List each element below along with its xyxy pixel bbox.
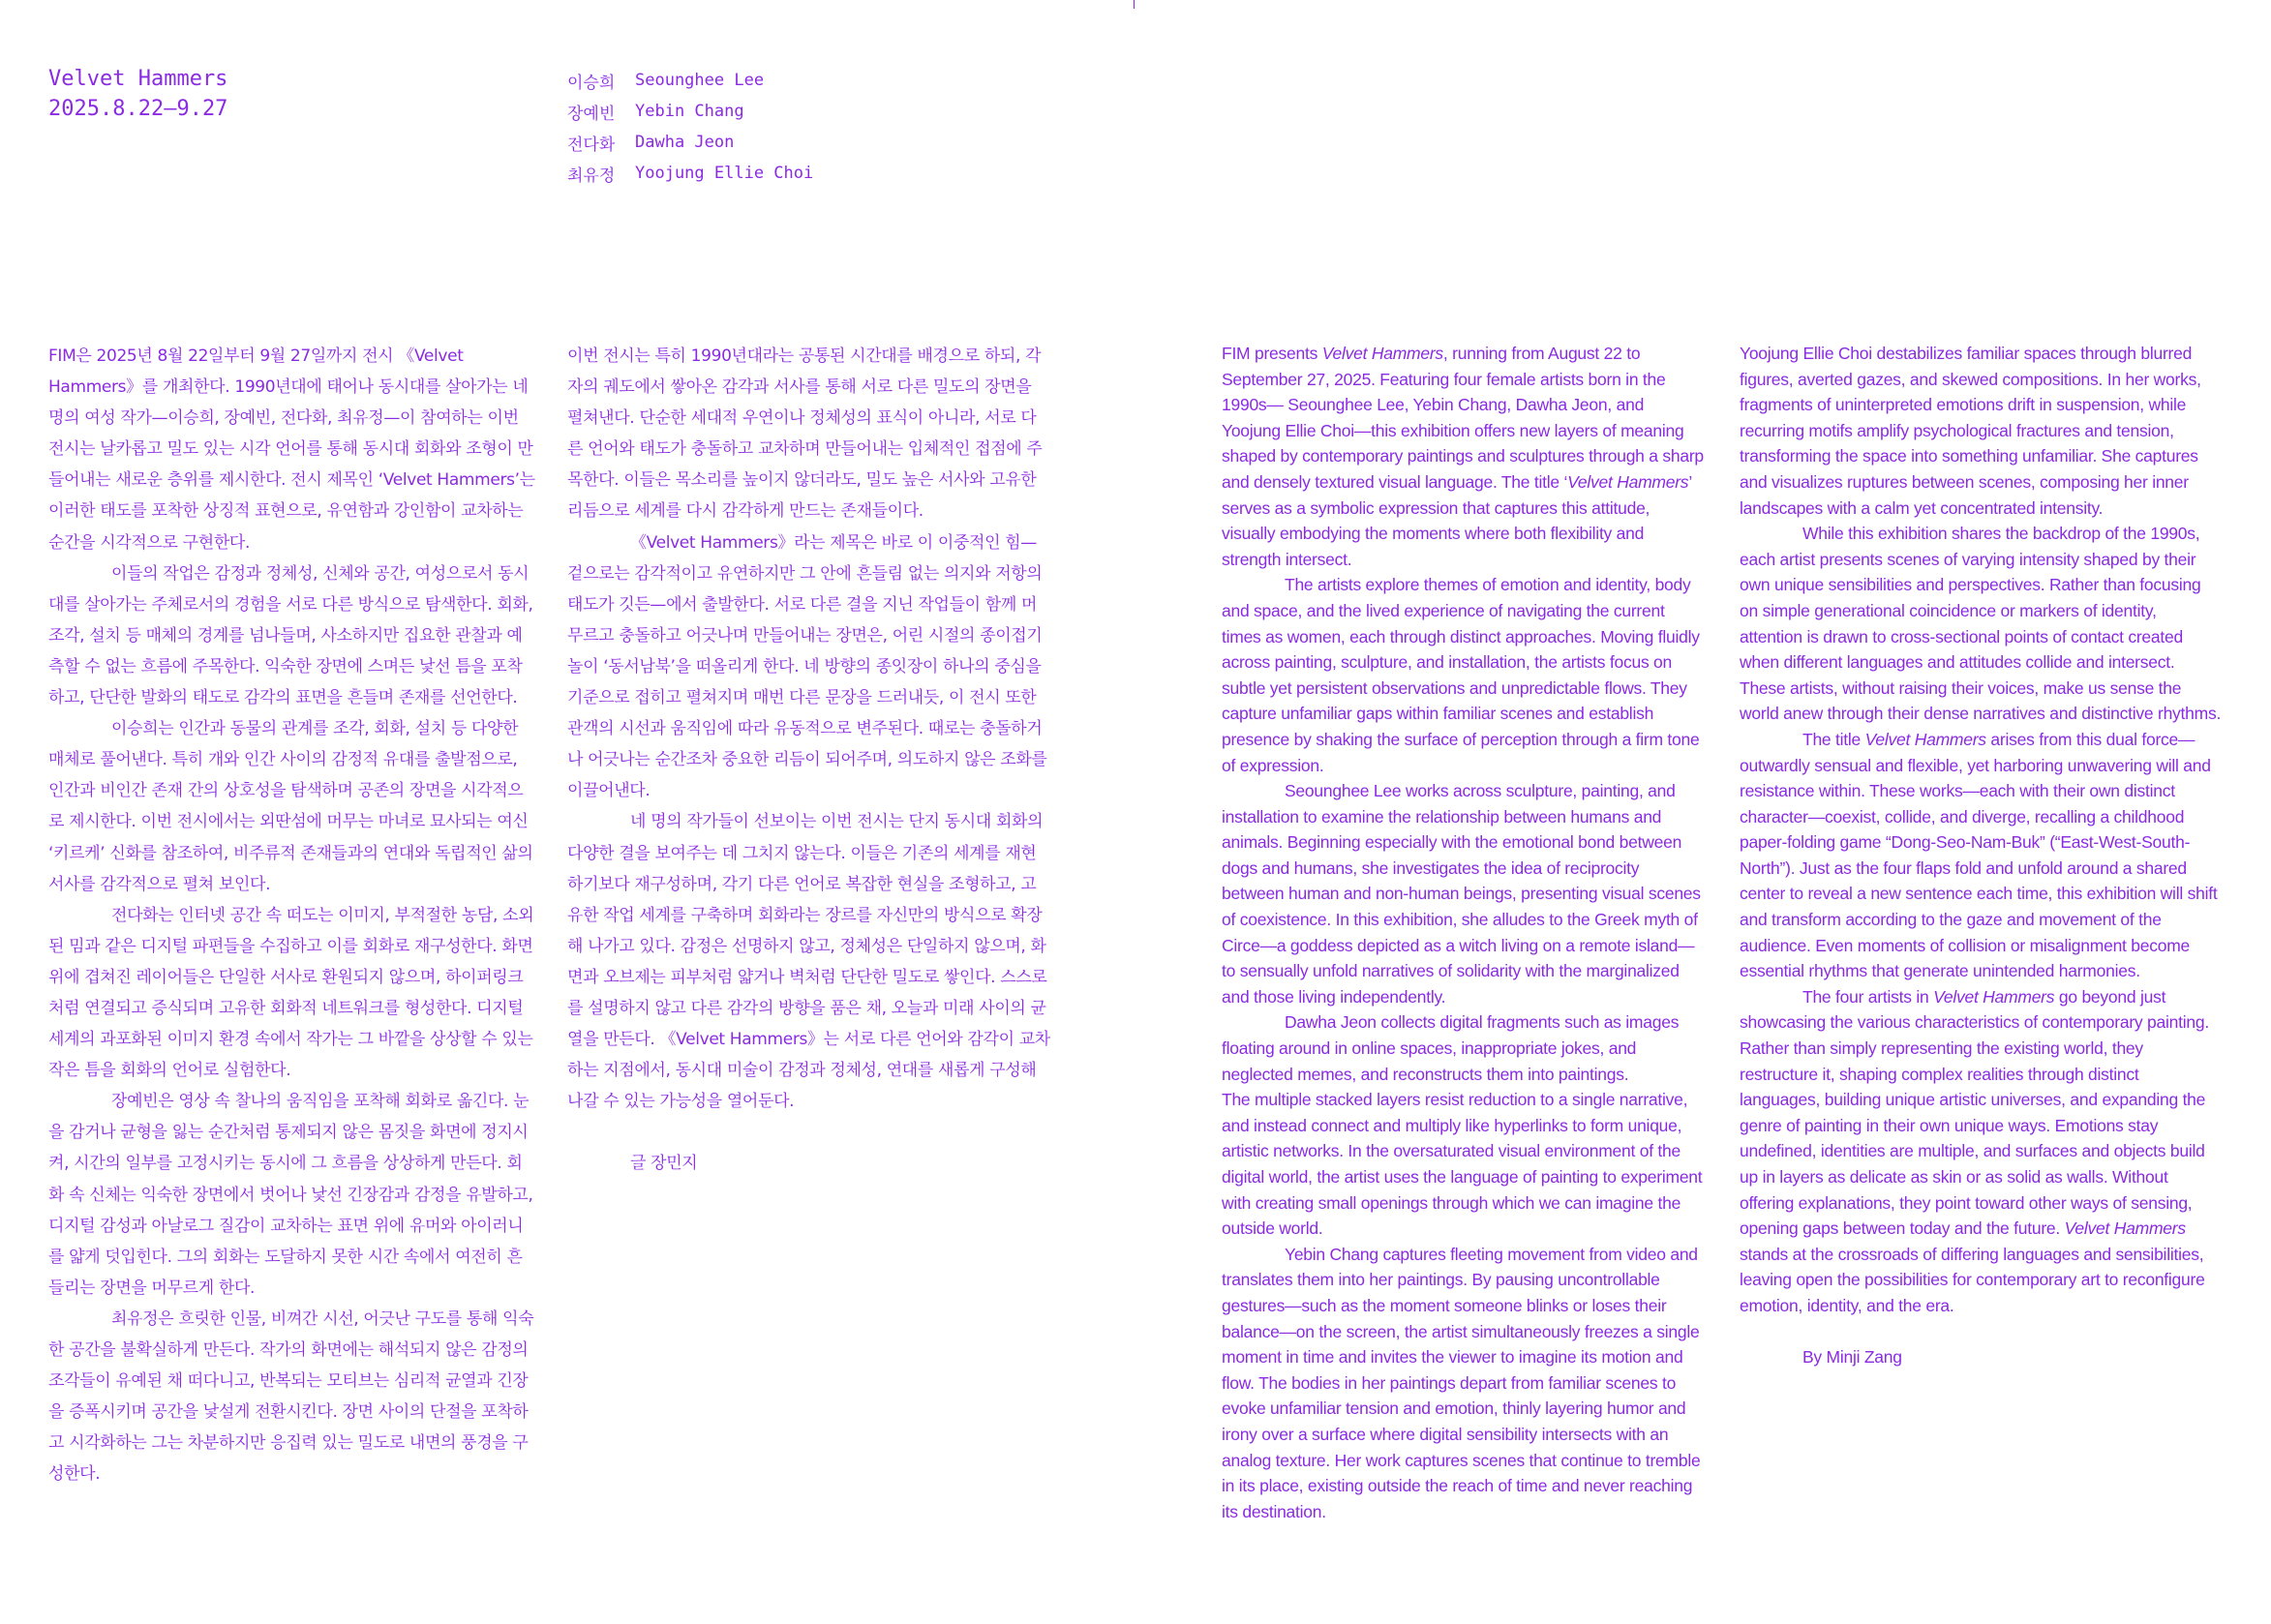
korean-paragraph: 이들의 작업은 감정과 정체성, 신체와 공간, 여성으로서 동시대를 살아가는 주체로서의 경험을 서로 다른 방식으로 탐색한다. 회화, 조각, 설치 등 매체의 경계를 넘나들며, 사소하지만 집요한 관찰과 예측할 수 없는 흐름에 주목한다. 익숙한 장면에 스며든 낯선 틈을 포착하고, 단단한 발화의 태도로 감각의 표면을 흔들며 존재를 선언한다. [48,563,533,708]
english-paragraph [1740,727,2224,984]
korean-paragraph: 네 명의 작가들이 선보이는 이번 전시는 단지 동시대 회화의 다양한 결을 보여주는 데 그치지 않는다. 이들은 기존의 세계를 재현하기보다 재구성하며, 각기 다른 언어로 복잡한 현실을 조형하고, 고유한 작업 세계를 구축하며 회화라는 장르를 자신만의 방식으로 확장해 나가고 있다. 감정은 선명하지 않고, 정체성은 단일하지 않으며, 화면과 오브제는 피부처럼 얇거나 벽처럼 단단한 밀도로 쌓인다. 스스로를 설명하지 않고 다른 감각의 방향을 품은 채, 오늘과 미래 사이의 균열을 만든다. 《Velvet Hammers》는 서로 다른 언어와 감각이 교차하는 지점에서, 동시대 미술이 감정과 정체성, 연대를 새롭게 구성해 나갈 수 있는 가능성을 열어둔다. [567,812,1050,1112]
exhibition-title: Velvet Hammers [48,67,228,91]
korean-paragraph: FIM은 2025년 8월 22일부터 9월 27일까지 전시 《Velvet Hammers》를 개최한다. 1990년대에 태어나 동시대를 살아가는 네 명의 여성 작가—이승희, 장예빈, 전다화, 최유정—이 참여하는 이번 전시는 날카롭고 밀도 있는 시각 언어를 통해 동시대 회화와 조형이 만들어내는 새로운 층위를 제시한다. 전시 제목인 ‘Velvet Hammers’는 이러한 태도를 포착한 상징적 표현으로, 유연함과 강인함이 교차하는 순간을 시각적으로 구현한다. [48,346,535,553]
artist-name-korean: 전다화 [567,135,616,155]
artist-name-korean: 최유정 [567,165,616,186]
english-paragraph: While this exhibition shares the backdrop of the 1990s, each artist presents scenes of varying intensity shaped by their own unique sensibilities and perspectives. Rather than focusing on simple generational coincidence or markers of identity, attention is drawn to cross-sectional points of contact created when different languages and attitudes collide and intersect. These artists, without raising their voices, make us sense the world anew through their dense narratives and distinctive rhythms. [1740,524,2222,724]
korean-paragraph: 이승희는 인간과 동물의 관계를 조각, 회화, 설치 등 다양한 매체로 풀어낸다. 특히 개와 인간 사이의 감정적 유대를 출발점으로, 인간과 비인간 존재 간의 상호성을 탐색하며 공존의 장면을 시각적으로 제시한다. 이번 전시에서는 외딴섬에 머무는 마녀로 묘사되는 여신 ‘키르케’ 신화를 참조하여, 비주류적 존재들과의 연대와 독립적인 삶의 서사를 감각적으로 펼쳐 보인다. [48,719,533,894]
korean-paragraph: 전다화는 인터넷 공간 속 떠도는 이미지, 부적절한 농담, 소외된 밈과 같은 디지털 파편들을 수집하고 이를 회화로 재구성한다. 화면 위에 겹쳐진 레이어들은 단일한 서사로 환원되지 않으며, 하이퍼링크처럼 연결되고 증식되며 고유한 회화적 네트워크를 형성한다. 디지털 세계의 과포화된 이미지 환경 속에서 작가는 그 바깥을 상상할 수 있는 작은 틈을 회화의 언어로 실험한다. [48,905,534,1081]
center-crop-mark [1134,0,1135,9]
english-byline: By Minji Zang [1802,1346,1902,1367]
artist-row [567,158,813,189]
english-paragraph: The multiple stacked layers resist reduction to a single narrative, and instead connect and multiply like hyperlinks to form unique, artistic networks. In the oversaturated visual environment of the digital world, the artist uses the language of painting to experiment with creating small openings through which we can imagine the outside world. [1222,1090,1703,1239]
artist-row [567,127,813,158]
english-paragraph: Seounghee Lee works across sculpture, painting, and installation to examine the relationship between humans and animals. Beginning especially with the emotional bond between dogs and humans, she investigates the idea of reciprocity between human and non-human beings, presenting visual scenes of coexistence. In this exhibition, she alludes to the Greek myth of Circe—a goddess depicted as a witch living on a remote island— to sensually unfold narratives of solidarity with the marginalized and those living independently. [1222,781,1701,1007]
text-run: arises from this dual force—outwardly sensual and flexible, yet harboring unwavering will and resistance within. These works—each with their own distinct character—coexist, collide, and diverge, recalling a childhood paper-folding game “Dong-Seo-Nam-Buk” (“East-West-South-North”). Just as the four flaps fold and unfold around a shared center to reveal a new sentence each time, this exhibition will shift and transform according to the gaze and movement of the audience. Even moments of collision or misalignment become essential rhythms that generate unintended harmonies. [1740,729,2218,981]
artist-name-english: Yebin Chang [635,102,744,121]
exhibition-title-italic: Velvet Hammers [1321,344,1443,363]
artist-row [567,96,813,127]
text-run: The title [1802,729,1865,749]
artist-list [567,65,813,189]
artist-name-english: Seounghee Lee [635,71,765,90]
english-text-column-2 [1740,341,2224,1369]
artist-name-english: Yoojung Ellie Choi [635,164,814,183]
english-paragraph: The artists explore themes of emotion and identity, body and space, and the lived experience of navigating the current times as women, each through distinct approaches. Moving fluidly across painting, sculpture, and installation, the artists focus on subtle yet persistent observations and unpredictable flows. They capture unfamiliar gaps within familiar scenes and establish presence by shaking the surface of perception through a firm tone of expression. [1222,575,1700,775]
english-paragraph [1222,341,1706,572]
korean-text-column-1 [48,341,537,1489]
english-paragraph: Dawha Jeon collects digital fragments such as images floating around in online spaces, inappropriate jokes, and neglected memes, and reconstructs them into paintings. [1222,1012,1680,1084]
text-run: , running from August 22 to September 27, 2025. Featuring four female artists born in the 1990s— Seounghee Lee, Yebin Chang, Dawha Jeon, and Yoojung Ellie Choi—this exhibition offers new layers of meaning shaped by contemporary paintings and sculptures through a sharp and densely textured visual language. The title ‘ [1222,344,1704,492]
korean-text-column-2 [567,341,1051,1179]
exhibition-title-italic: Velvet Hammers [1933,986,2055,1007]
text-run: FIM presents [1222,344,1322,363]
artist-name-english: Dawha Jeon [635,133,735,152]
exhibition-title-italic: Velvet Hammers [2064,1218,2186,1239]
title-block [48,64,227,124]
korean-paragraph: 장예빈은 영상 속 찰나의 움직임을 포착해 회화로 옮긴다. 눈을 감거나 균형을 잃는 순간처럼 통제되지 않은 몸짓을 화면에 정지시켜, 시간의 일부를 고정시키는 동시에 그 흐름을 상상하게 만든다. 회화 속 신체는 익숙한 장면에서 벗어나 낯선 긴장감과 감정을 유발하고, 디지털 감성과 아날로그 질감이 교차하는 표면 위에 유머와 아이러니를 얇게 덧입힌다. 그의 회화는 도달하지 못한 시간 속에서 여전히 흔들리는 장면을 머무르게 한다. [48,1092,533,1298]
exhibition-title-italic: Velvet Hammers [1567,471,1689,492]
english-paragraph [1740,984,2224,1319]
artist-name-korean: 장예빈 [567,104,616,124]
exhibition-dates: 2025.8.22—9.27 [48,97,228,121]
korean-paragraph: 최유정은 흐릿한 인물, 비껴간 시선, 어긋난 구도를 통해 익숙한 공간을 불확실하게 만든다. 작가의 화면에는 해석되지 않은 감정의 조각들이 유예된 채 떠다니고, 반복되는 모티브는 심리적 균열과 긴장을 증폭시키며 공간을 낯설게 전환시킨다. 장면 사이의 단절을 포착하고 시각화하는 그는 차분하지만 응집력 있는 밀도로 내면의 풍경을 구성한다. [48,1308,534,1485]
artist-name-korean: 이승희 [567,73,616,93]
exhibition-title-italic: Velvet Hammers [1864,729,1986,749]
artist-row [567,65,813,96]
korean-byline: 글 장민지 [630,1154,698,1174]
english-paragraph: Yebin Chang captures fleeting movement from video and translates them into her paintings. By pausing uncontrollable gestures—such as the moment someone blinks or loses their balance—on the screen, the artist simultaneously freezes a single moment in time and invites the viewer to imagine its motion and flow. The bodies in her paintings depart from familiar scenes to evoke unfamiliar tension and emotion, thinly layering humor and irony over a surface where digital sensibility intersects with an analog texture. Her work captures scenes that continue to tremble in its place, existing outside the reach of time and never reaching its destination. [1222,1244,1701,1521]
text-run: stands at the crossroads of differing languages and sensibilities, leaving open the possibilities for contemporary art to reconfigure emotion, identity, and the era. [1740,1244,2205,1315]
english-text-column-1 [1222,341,1706,1524]
korean-paragraph: 《Velvet Hammers》라는 제목은 바로 이 이중적인 힘—겉으로는 감각적이고 유연하지만 그 안에 흔들림 없는 의지와 저항의 태도가 깃든—에서 출발한다. 서로 다른 결을 지닌 작업들이 함께 머무르고 충돌하고 어긋나며 만들어내는 장면은, 어린 시절의 종이접기 놀이 ‘동서남북’을 떠올리게 한다. 네 방향의 종잇장이 하나의 중심을 기준으로 접히고 펼쳐지며 매번 다른 문장을 드러내듯, 이 전시 또한 관객의 시선과 움직임에 따라 유동적으로 변주된다. 때로는 충돌하거나 어긋나는 순간조차 중요한 리듬이 되어주며, 의도하지 않은 조화를 이끌어낸다. [567,532,1047,801]
korean-paragraph: 이번 전시는 특히 1990년대라는 공통된 시간대를 배경으로 하되, 각자의 궤도에서 쌓아온 감각과 서사를 통해 서로 다른 밀도의 장면을 펼쳐낸다. 단순한 세대적 우연이나 정체성의 표식이 아니라, 서로 다른 언어와 태도가 충돌하고 교차하며 만들어내는 입체적인 접점에 주목한다. 이들은 목소리를 높이지 않더라도, 밀도 높은 서사와 고유한 리듬으로 세계를 다시 감각하게 만드는 존재들이다. [567,346,1043,522]
text-run: go beyond just showcasing the various characteristics of contemporary painting. Rather than simply representing the existing world, they restructure it, shaping complex realities through distinct languages, building unique artistic universes, and expanding the genre of painting in their own unique ways. Emotions stay undefined, identities are multiple, and surfaces and objects build up in layers as delicate as skin or as solid as walls. Without offering explanations, they point toward other ways of sensing, opening gaps between today and the future. [1740,986,2209,1239]
text-run: ’ serves as a symbolic expression that captures this attitude, visually embodying the moments where both flexibility and strength intersect. [1222,471,1692,569]
english-paragraph: Yoojung Ellie Choi destabilizes familiar spaces through blurred figures, averted gazes, and skewed compositions. In her works, fragments of uninterpreted emotions drift in suspension, while recurring motifs amplify psychological fractures and tension, transforming the space into something unfamiliar. She captures and visualizes ruptures between scenes, composing her inner landscapes with a calm yet concentrated intensity. [1740,344,2201,518]
text-run: The four artists in [1802,986,1934,1007]
